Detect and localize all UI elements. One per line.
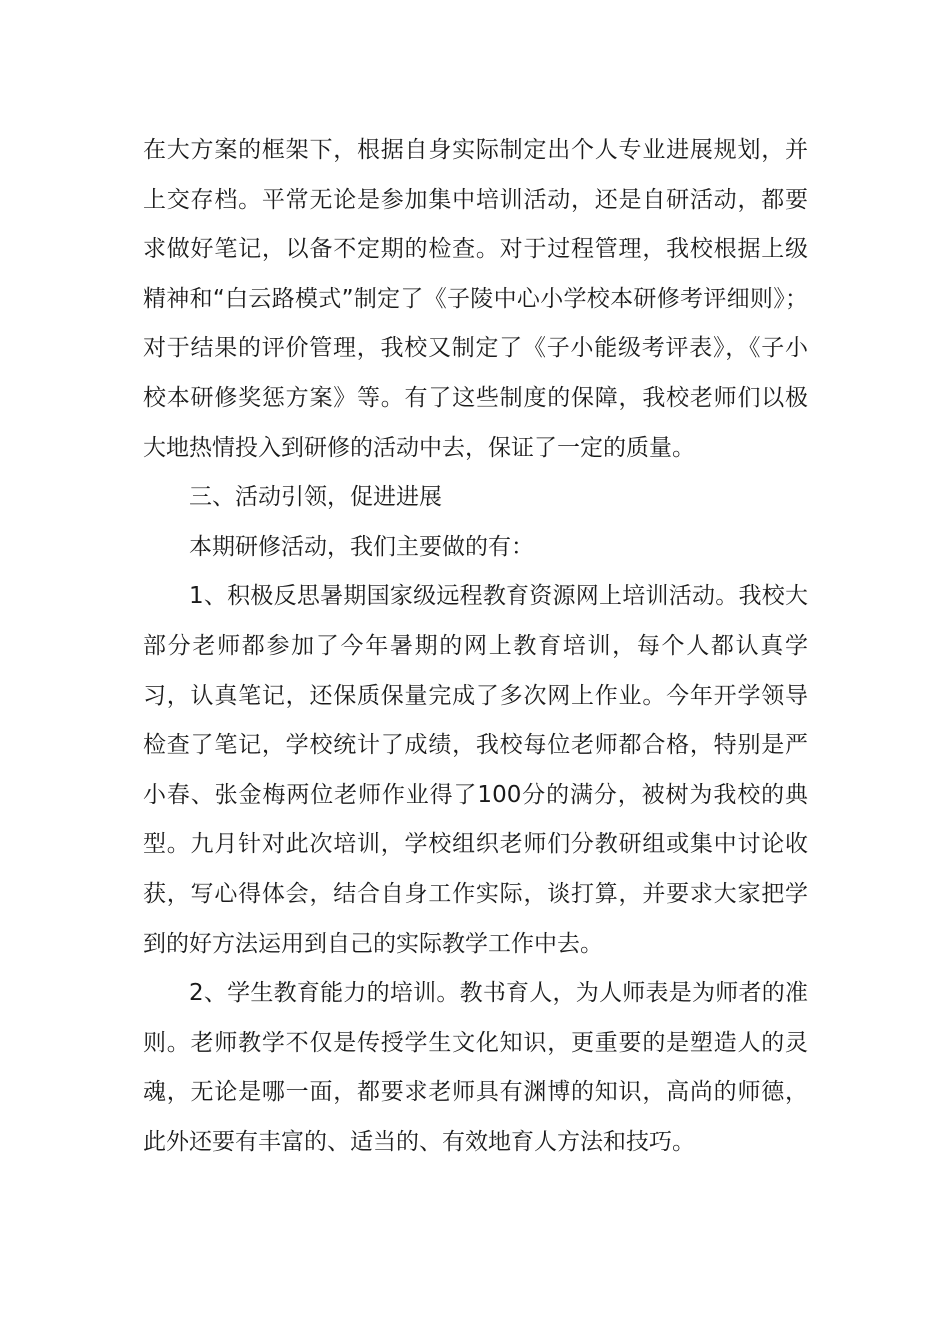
- paragraph-continuation: 在大方案的框架下，根据自身实际制定出个人专业进展规划，并上交存档。平常无论是参加集中培训活动，还是自研活动，都要求做好笔记，以备不定期的检查。对于过程管理，我校根据上级精神和“白云路模式”制定了《子陵中心小学校本研修考评细则》；对于结果的评价管理，我校又制定了《子小能级考评表》，《子小校本研修奖惩方案》等。有了这些制度的保障，我校老师们以极大地热情投入到研修的活动中去，保证了一定的质量。: [143, 137, 808, 461]
- paragraph-item-2: 2、学生教育能力的培训。教书育人，为人师表是为师者的准则。老师教学不仅是传授学生文化知识，更重要的是塑造人的灵魂，无论是哪一面，都要求老师具有渊博的知识，高尚的师德，此外还要有丰富的、适当的、有效地育人方法和技巧。: [143, 980, 808, 1155]
- paragraph-intro: 本期研修活动，我们主要做的有：: [189, 533, 534, 560]
- section-heading: 三、活动引领，促进进展: [189, 484, 442, 511]
- document-body: [143, 126, 808, 1167]
- paragraph-item-1: 1、积极反思暑期国家级远程教育资源网上培训活动。我校大部分老师都参加了今年暑期的网上教育培训，每个人都认真学习，认真笔记，还保质保量完成了多次网上作业。今年开学领导检查了笔记，学校统计了成绩，我校每位老师都合格，特别是严小春、张金梅两位老师作业得了100分的满分，被树为我校的典型。九月针对此次培训，学校组织老师们分教研组或集中讨论收获，写心得体会，结合自身工作实际，谈打算，并要求大家把学到的好方法运用到自己的实际教学工作中去。: [143, 583, 808, 957]
